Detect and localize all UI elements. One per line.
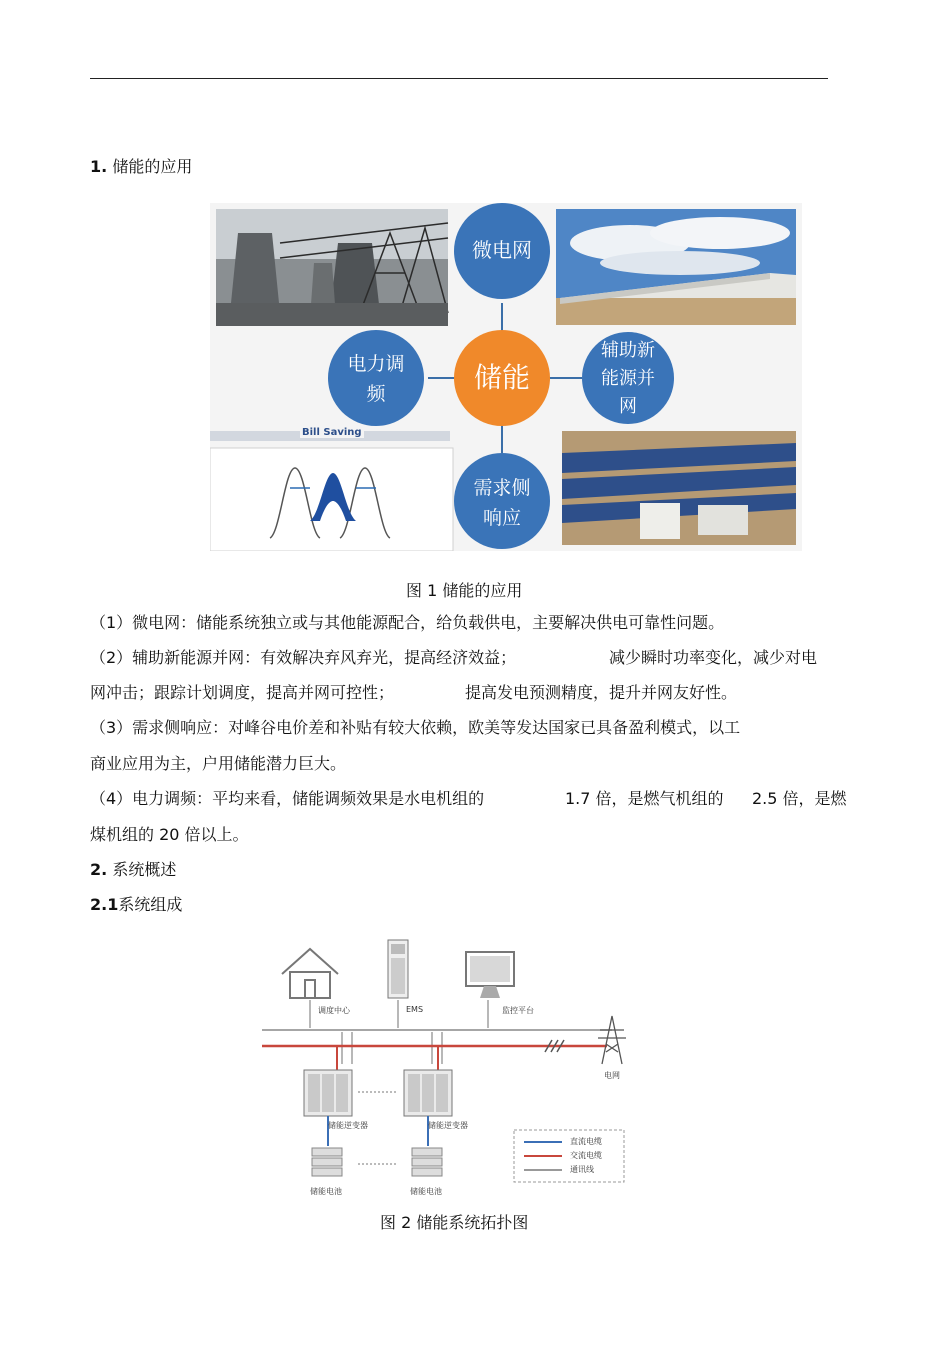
figure-2-system-topology <box>262 934 632 1202</box>
paragraph-4-part-b: 1.7 倍，是燃气机组的 <box>565 789 724 808</box>
monitor-icon <box>466 952 514 998</box>
battery-2-icon <box>412 1148 442 1176</box>
label-frequency-line1: 电力调 <box>347 353 405 375</box>
legend-box <box>514 1130 624 1182</box>
label-demand-line1: 需求侧 <box>473 477 531 499</box>
label-frequency-line2: 频 <box>366 383 386 405</box>
section-2-number: 2. <box>90 860 108 879</box>
section-1-title: 储能的应用 <box>112 157 193 176</box>
paragraph-2-part-a: （2）辅助新能源并网：有效解决弃风弃光，提高经济效益； <box>90 648 517 667</box>
ac-bus-breaks <box>545 1040 564 1052</box>
section-2-1-heading <box>90 895 182 915</box>
section-2-1-number: 2.1 <box>90 895 119 914</box>
paragraph-2-part-d: 提高发电预测精度，提升并网友好性。 <box>465 683 738 702</box>
inverter-2-icon <box>404 1070 452 1116</box>
ems-cabinet-icon <box>388 940 408 998</box>
label-demand-response <box>456 473 548 533</box>
section-2-1-title: 系统组成 <box>118 895 183 914</box>
bill-saving-panel <box>210 431 453 551</box>
label-monitoring-platform: 监控平台 <box>502 1006 534 1015</box>
label-inverter-2: 储能逆变器 <box>428 1121 468 1130</box>
label-energy-storage: 储能 <box>473 361 530 394</box>
battery-1-icon <box>312 1148 342 1176</box>
label-demand-line2: 响应 <box>482 507 521 529</box>
label-frequency-regulation <box>330 349 422 409</box>
paragraph-1: （1）微电网：储能系统独立或与其他能源配合，给负载供电，主要解决供电可靠性问题。 <box>90 613 725 632</box>
legend-dc-cable: 直流电缆 <box>570 1137 602 1146</box>
section-1-number: 1. <box>90 157 108 176</box>
label-renewable-integration <box>582 337 674 421</box>
header-rule <box>90 78 828 79</box>
label-renewable-line2: 能源并 <box>601 368 655 389</box>
power-plant-photo <box>216 209 448 326</box>
label-grid: 电网 <box>604 1071 620 1080</box>
figure-1-caption: 图 1 储能的应用 <box>406 581 523 600</box>
battery-containers-photo <box>556 209 796 325</box>
legend-comm-line: 通讯线 <box>570 1165 594 1174</box>
paragraph-4-part-a: （4）电力调频：平均来看，储能调频效果是水电机组的 <box>90 789 485 808</box>
bill-saving-label: Bill Saving <box>302 427 362 438</box>
label-battery-1: 储能电池 <box>310 1187 342 1196</box>
inverter-1-icon <box>304 1070 352 1116</box>
label-renewable-line1: 辅助新 <box>601 340 655 361</box>
section-2-title: 系统概述 <box>112 860 177 879</box>
paragraph-3-part-a: （3）需求侧响应：对峰谷电价差和补贴有较大依赖，欧美等发达国家已具备盈利模式，以工 <box>90 718 741 737</box>
section-2-heading <box>90 860 176 880</box>
label-ems: EMS <box>406 1005 424 1014</box>
label-dispatch-center: 调度中心 <box>318 1006 350 1015</box>
label-battery-2: 储能电池 <box>410 1187 442 1196</box>
paragraph-2-part-c: 网冲击；跟踪计划调度，提高并网可控性； <box>90 683 395 702</box>
section-1-heading <box>90 157 192 177</box>
paragraph-4-part-d: 煤机组的 20 倍以上。 <box>90 825 249 844</box>
paragraph-4-part-c: 2.5 倍，是燃 <box>752 789 847 808</box>
label-microgrid: 微电网 <box>472 238 532 262</box>
house-icon <box>282 949 338 998</box>
figure-2-caption: 图 2 储能系统拓扑图 <box>380 1213 529 1232</box>
label-inverter-1: 储能逆变器 <box>328 1121 368 1130</box>
figure-1-energy-storage-applications <box>210 203 802 551</box>
figure-2-graphic <box>262 934 632 1202</box>
legend-ac-cable: 交流电缆 <box>570 1151 602 1160</box>
transmission-tower-icon <box>598 1016 626 1064</box>
label-renewable-line3: 网 <box>619 396 637 417</box>
solar-panels-photo <box>562 431 796 545</box>
paragraph-2-part-b: 减少瞬时功率变化，减少对电 <box>609 648 818 667</box>
paragraph-3-part-b: 商业应用为主，户用储能潜力巨大。 <box>90 754 347 773</box>
